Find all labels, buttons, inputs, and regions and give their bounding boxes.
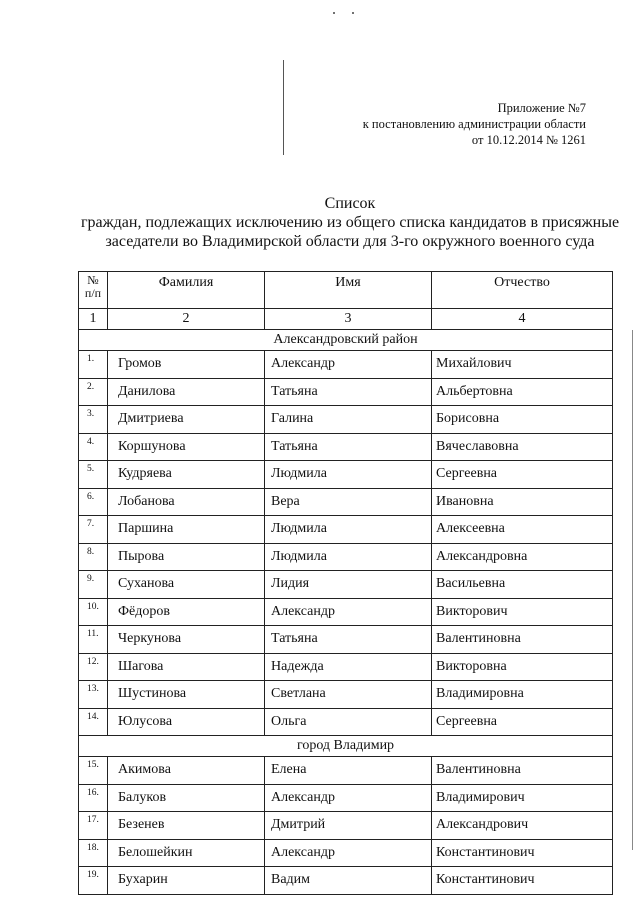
table-row	[79, 681, 613, 709]
row-name: Надежда	[265, 653, 432, 681]
section-title: город Владимир	[79, 736, 613, 757]
table-row	[79, 433, 613, 461]
column-number: 1	[79, 309, 108, 330]
row-number: 2.	[79, 378, 108, 406]
section-title: Александровский район	[79, 330, 613, 351]
row-patronymic: Вячеславовна	[432, 433, 613, 461]
row-surname: Фёдоров	[108, 598, 265, 626]
table-row	[79, 839, 613, 867]
table-row	[79, 406, 613, 434]
title-line-1: граждан, подлежащих исключению из общего списка кандидатов в присяжные	[80, 214, 620, 231]
row-surname: Балуков	[108, 784, 265, 812]
row-number: 10.	[79, 598, 108, 626]
table-header-row	[79, 272, 613, 309]
row-surname: Данилова	[108, 378, 265, 406]
annex-block	[330, 100, 586, 148]
row-surname: Акимова	[108, 757, 265, 785]
title-heading: Список	[324, 195, 376, 212]
column-number: 3	[265, 309, 432, 330]
row-number: 9.	[79, 571, 108, 599]
table-row	[79, 867, 613, 895]
table-row	[79, 516, 613, 544]
table-row	[79, 488, 613, 516]
candidates-table	[78, 271, 613, 895]
row-surname: Лобанова	[108, 488, 265, 516]
row-surname: Юлусова	[108, 708, 265, 736]
table-row	[79, 708, 613, 736]
table-row	[79, 812, 613, 840]
annex-number: Приложение №7	[497, 101, 586, 115]
table-row	[79, 461, 613, 489]
row-number: 4.	[79, 433, 108, 461]
table-row	[79, 757, 613, 785]
annex-date: от 10.12.2014 № 1261	[471, 133, 586, 147]
scan-artifact-line	[632, 330, 633, 850]
row-number: 18.	[79, 839, 108, 867]
table-row	[79, 571, 613, 599]
row-name: Галина	[265, 406, 432, 434]
row-patronymic: Константинович	[432, 867, 613, 895]
row-number: 6.	[79, 488, 108, 516]
row-surname: Коршунова	[108, 433, 265, 461]
row-surname: Кудряева	[108, 461, 265, 489]
row-number: 16.	[79, 784, 108, 812]
row-patronymic: Ивановна	[432, 488, 613, 516]
row-patronymic: Александровна	[432, 543, 613, 571]
row-name: Людмила	[265, 516, 432, 544]
row-surname: Шагова	[108, 653, 265, 681]
scan-artifact-line	[283, 60, 284, 155]
row-surname: Безенев	[108, 812, 265, 840]
row-patronymic: Альбертовна	[432, 378, 613, 406]
table-row	[79, 378, 613, 406]
table-row	[79, 543, 613, 571]
column-number: 4	[432, 309, 613, 330]
row-patronymic: Сергеевна	[432, 708, 613, 736]
row-patronymic: Михайлович	[432, 351, 613, 379]
row-patronymic: Владимирович	[432, 784, 613, 812]
row-surname: Бухарин	[108, 867, 265, 895]
row-number: 1.	[79, 351, 108, 379]
row-number: 19.	[79, 867, 108, 895]
header-num-label: № п/п	[84, 273, 102, 300]
table-row	[79, 653, 613, 681]
row-patronymic: Константинович	[432, 839, 613, 867]
section-header-row	[79, 330, 613, 351]
row-number: 8.	[79, 543, 108, 571]
row-name: Людмила	[265, 461, 432, 489]
row-patronymic: Александрович	[432, 812, 613, 840]
row-name: Елена	[265, 757, 432, 785]
row-number: 5.	[79, 461, 108, 489]
row-patronymic: Борисовна	[432, 406, 613, 434]
row-patronymic: Валентиновна	[432, 757, 613, 785]
row-name: Татьяна	[265, 378, 432, 406]
row-patronymic: Викторовна	[432, 653, 613, 681]
row-name: Александр	[265, 351, 432, 379]
row-name: Дмитрий	[265, 812, 432, 840]
row-number: 17.	[79, 812, 108, 840]
header-patronymic: Отчество	[432, 272, 613, 309]
table-row	[79, 598, 613, 626]
row-patronymic: Владимировна	[432, 681, 613, 709]
row-name: Светлана	[265, 681, 432, 709]
title-line-2: заседатели во Владимирской области для 3-го окружного военного суда	[105, 233, 595, 250]
row-surname: Черкунова	[108, 626, 265, 654]
table-row	[79, 784, 613, 812]
table-row	[79, 626, 613, 654]
row-number: 14.	[79, 708, 108, 736]
header-surname: Фамилия	[108, 272, 265, 309]
header-num	[79, 272, 108, 309]
row-patronymic: Васильевна	[432, 571, 613, 599]
row-name: Вадим	[265, 867, 432, 895]
table-row	[79, 351, 613, 379]
row-surname: Пырова	[108, 543, 265, 571]
row-surname: Шустинова	[108, 681, 265, 709]
row-surname: Дмитриева	[108, 406, 265, 434]
row-name: Александр	[265, 839, 432, 867]
document-title	[60, 194, 640, 251]
row-patronymic: Сергеевна	[432, 461, 613, 489]
row-name: Ольга	[265, 708, 432, 736]
column-number-row	[79, 309, 613, 330]
row-number: 11.	[79, 626, 108, 654]
row-name: Александр	[265, 598, 432, 626]
row-number: 7.	[79, 516, 108, 544]
row-name: Вера	[265, 488, 432, 516]
annex-reference: к постановлению администрации области	[362, 117, 586, 131]
row-patronymic: Викторович	[432, 598, 613, 626]
row-name: Лидия	[265, 571, 432, 599]
row-number: 13.	[79, 681, 108, 709]
header-name: Имя	[265, 272, 432, 309]
row-number: 3.	[79, 406, 108, 434]
row-surname: Паршина	[108, 516, 265, 544]
row-patronymic: Алексеевна	[432, 516, 613, 544]
row-name: Людмила	[265, 543, 432, 571]
row-surname: Громов	[108, 351, 265, 379]
scan-artifact-dot	[333, 12, 335, 14]
row-surname: Суханова	[108, 571, 265, 599]
row-name: Александр	[265, 784, 432, 812]
row-surname: Белошейкин	[108, 839, 265, 867]
column-number: 2	[108, 309, 265, 330]
row-patronymic: Валентиновна	[432, 626, 613, 654]
section-header-row	[79, 736, 613, 757]
table-body	[79, 272, 613, 895]
row-name: Татьяна	[265, 626, 432, 654]
row-name: Татьяна	[265, 433, 432, 461]
row-number: 15.	[79, 757, 108, 785]
scan-artifact-dot	[352, 12, 354, 14]
row-number: 12.	[79, 653, 108, 681]
